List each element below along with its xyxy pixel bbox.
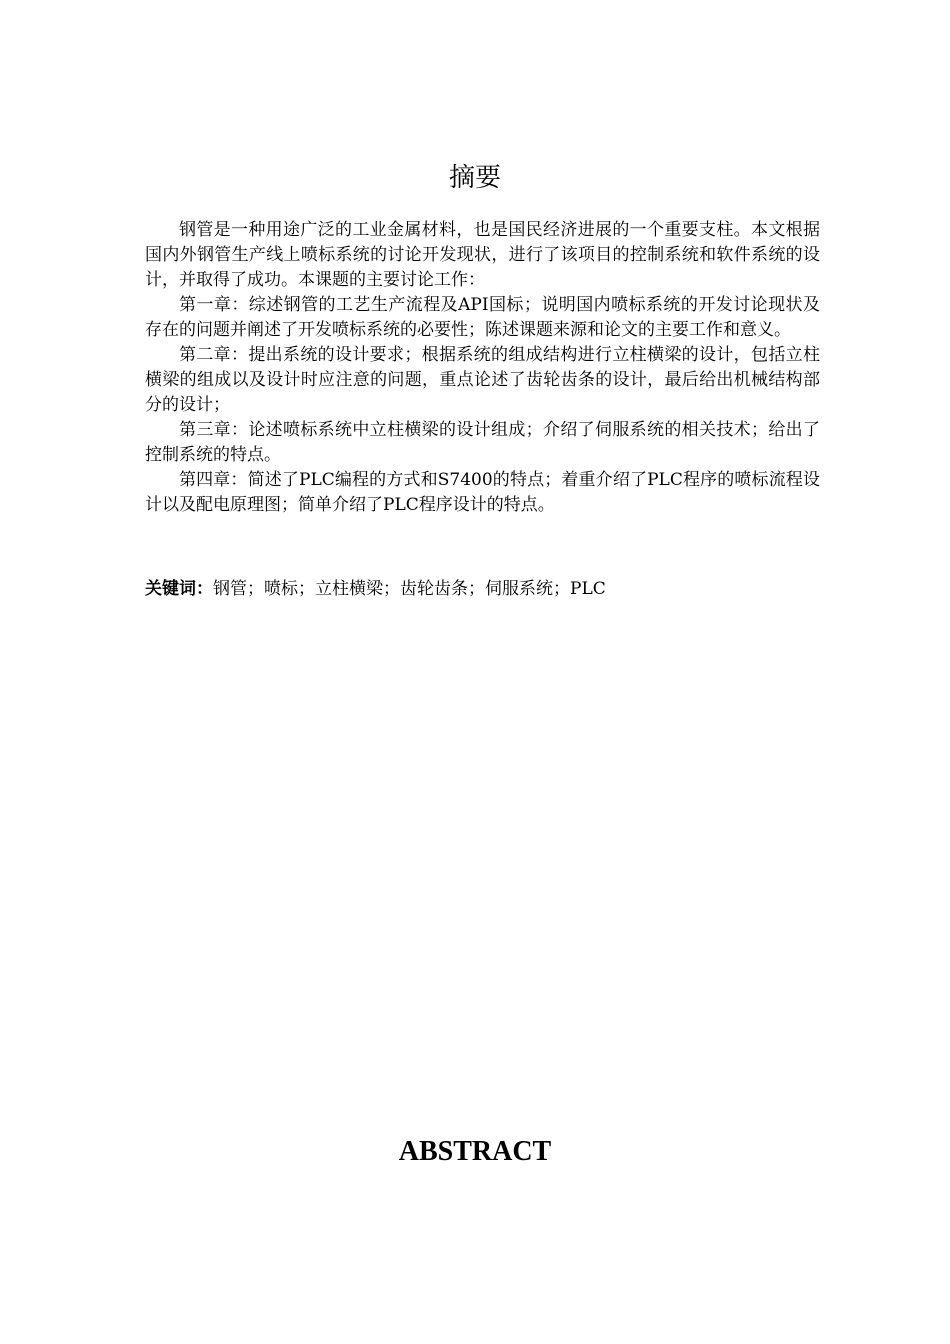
abstract-paragraph-chapter-1: 第一章：综述钢管的工艺生产流程及API国标；说明国内喷标系统的开发讨论现状及存在的问题并阐述了开发喷标系统的必要性；陈述课题来源和论文的主要工作和意义。 bbox=[145, 295, 820, 340]
abstract-body bbox=[145, 218, 820, 518]
abstract-paragraph-chapter-4: 第四章：简述了PLC编程的方式和S7400的特点；着重介绍了PLC程序的喷标流程设计以及配电原理图；简单介绍了PLC程序设计的特点。 bbox=[145, 470, 820, 515]
keywords-line bbox=[145, 577, 820, 602]
abstract-paragraph-chapter-3: 第三章：论述喷标系统中立柱横梁的设计组成；介绍了伺服系统的相关技术；给出了控制系统的特点。 bbox=[145, 420, 820, 465]
abstract-paragraph-chapter-2: 第二章：提出系统的设计要求；根据系统的组成结构进行立柱横梁的设计，包括立柱横梁的组成以及设计时应注意的问题，重点论述了齿轮齿条的设计，最后给出机械结构部分的设计； bbox=[145, 345, 820, 415]
abstract-title-en: ABSTRACT bbox=[398, 1136, 552, 1167]
abstract-title-cn: 摘要 bbox=[448, 163, 501, 193]
abstract-paragraph-intro: 钢管是一种用途广泛的工业金属材料，也是国民经济进展的一个重要支柱。本文根据国内外钢管生产线上喷标系统的讨论开发现状，进行了该项目的控制系统和软件系统的设计，并取得了成功。本课题的主要讨论工作： bbox=[145, 220, 820, 290]
keywords-label: 关键词： bbox=[145, 579, 213, 599]
keywords-text: 钢管；喷标；立柱横梁；齿轮齿条；伺服系统；PLC bbox=[213, 579, 606, 599]
